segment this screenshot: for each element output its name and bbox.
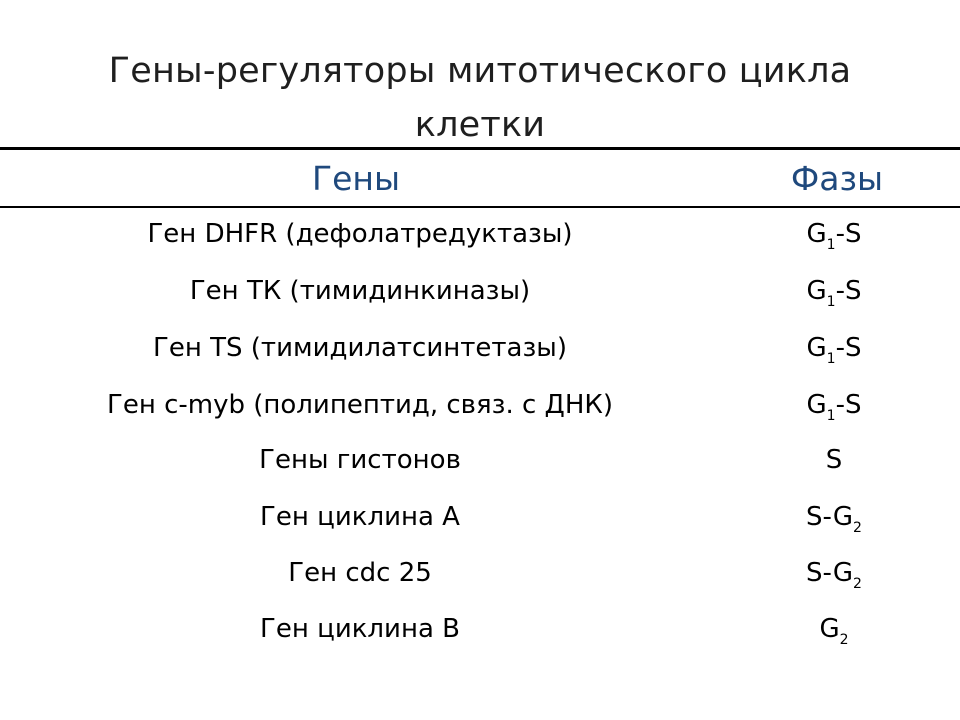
gene-cell: Ген TS (тимидилатсинтетазы) bbox=[153, 333, 567, 363]
phase-cell bbox=[740, 209, 928, 267]
table-row bbox=[0, 266, 960, 324]
gene-cell: Ген c-myb (полипептид, связ. с ДНК) bbox=[106, 390, 614, 420]
phase-main: S bbox=[825, 445, 843, 475]
gene-cell: Ген циклина А bbox=[260, 502, 460, 532]
phase-cell bbox=[740, 323, 928, 381]
table-header-row bbox=[0, 150, 960, 206]
phase-main: G bbox=[806, 390, 827, 420]
phase-suffix: -S bbox=[835, 219, 862, 249]
table-header-rule bbox=[0, 206, 960, 208]
table-row bbox=[0, 380, 960, 438]
table-row bbox=[0, 209, 960, 267]
phase-main: G bbox=[806, 219, 827, 249]
phase-subscript: 2 bbox=[853, 576, 862, 592]
gene-cell: Гены гистонов bbox=[259, 445, 461, 475]
phase-cell bbox=[740, 266, 928, 324]
phase-subscript: 2 bbox=[853, 520, 862, 536]
title-line-1: Гены-регуляторы митотического цикла bbox=[108, 51, 852, 91]
table-row bbox=[0, 435, 960, 493]
phase-suffix: -S bbox=[835, 276, 862, 306]
phase-suffix: -S bbox=[835, 390, 862, 420]
gene-cell: Ген ТК (тимидинкиназы) bbox=[189, 276, 531, 306]
table-row bbox=[0, 604, 960, 662]
table-row bbox=[0, 492, 960, 550]
title-line-2: клетки bbox=[414, 105, 546, 145]
gene-cell: Ген cdc 25 bbox=[288, 558, 432, 588]
phase-subscript: 1 bbox=[826, 351, 836, 367]
phase-main: G bbox=[806, 333, 827, 363]
phase-main: S-G bbox=[806, 558, 854, 588]
gene-cell: Ген DHFR (дефолатредуктазы) bbox=[147, 219, 573, 249]
phase-cell bbox=[740, 604, 928, 662]
phase-subscript: 2 bbox=[839, 632, 849, 648]
phase-subscript: 1 bbox=[826, 294, 836, 310]
table-row bbox=[0, 548, 960, 606]
phase-subscript: 1 bbox=[826, 408, 836, 424]
phase-main: G bbox=[819, 614, 840, 644]
phase-suffix: -S bbox=[835, 333, 862, 363]
phase-cell bbox=[740, 435, 928, 493]
phase-cell bbox=[740, 380, 928, 438]
phase-main: G bbox=[806, 276, 827, 306]
table-row bbox=[0, 323, 960, 381]
gene-cell: Ген циклина В bbox=[260, 614, 460, 644]
phase-subscript: 1 bbox=[826, 237, 836, 253]
phase-cell bbox=[740, 548, 928, 606]
slide-title bbox=[40, 44, 920, 152]
phase-cell bbox=[740, 492, 928, 550]
column-header-genes: Гены bbox=[311, 159, 401, 198]
phase-main: S-G bbox=[806, 502, 854, 532]
column-header-phases: Фазы bbox=[790, 159, 884, 198]
